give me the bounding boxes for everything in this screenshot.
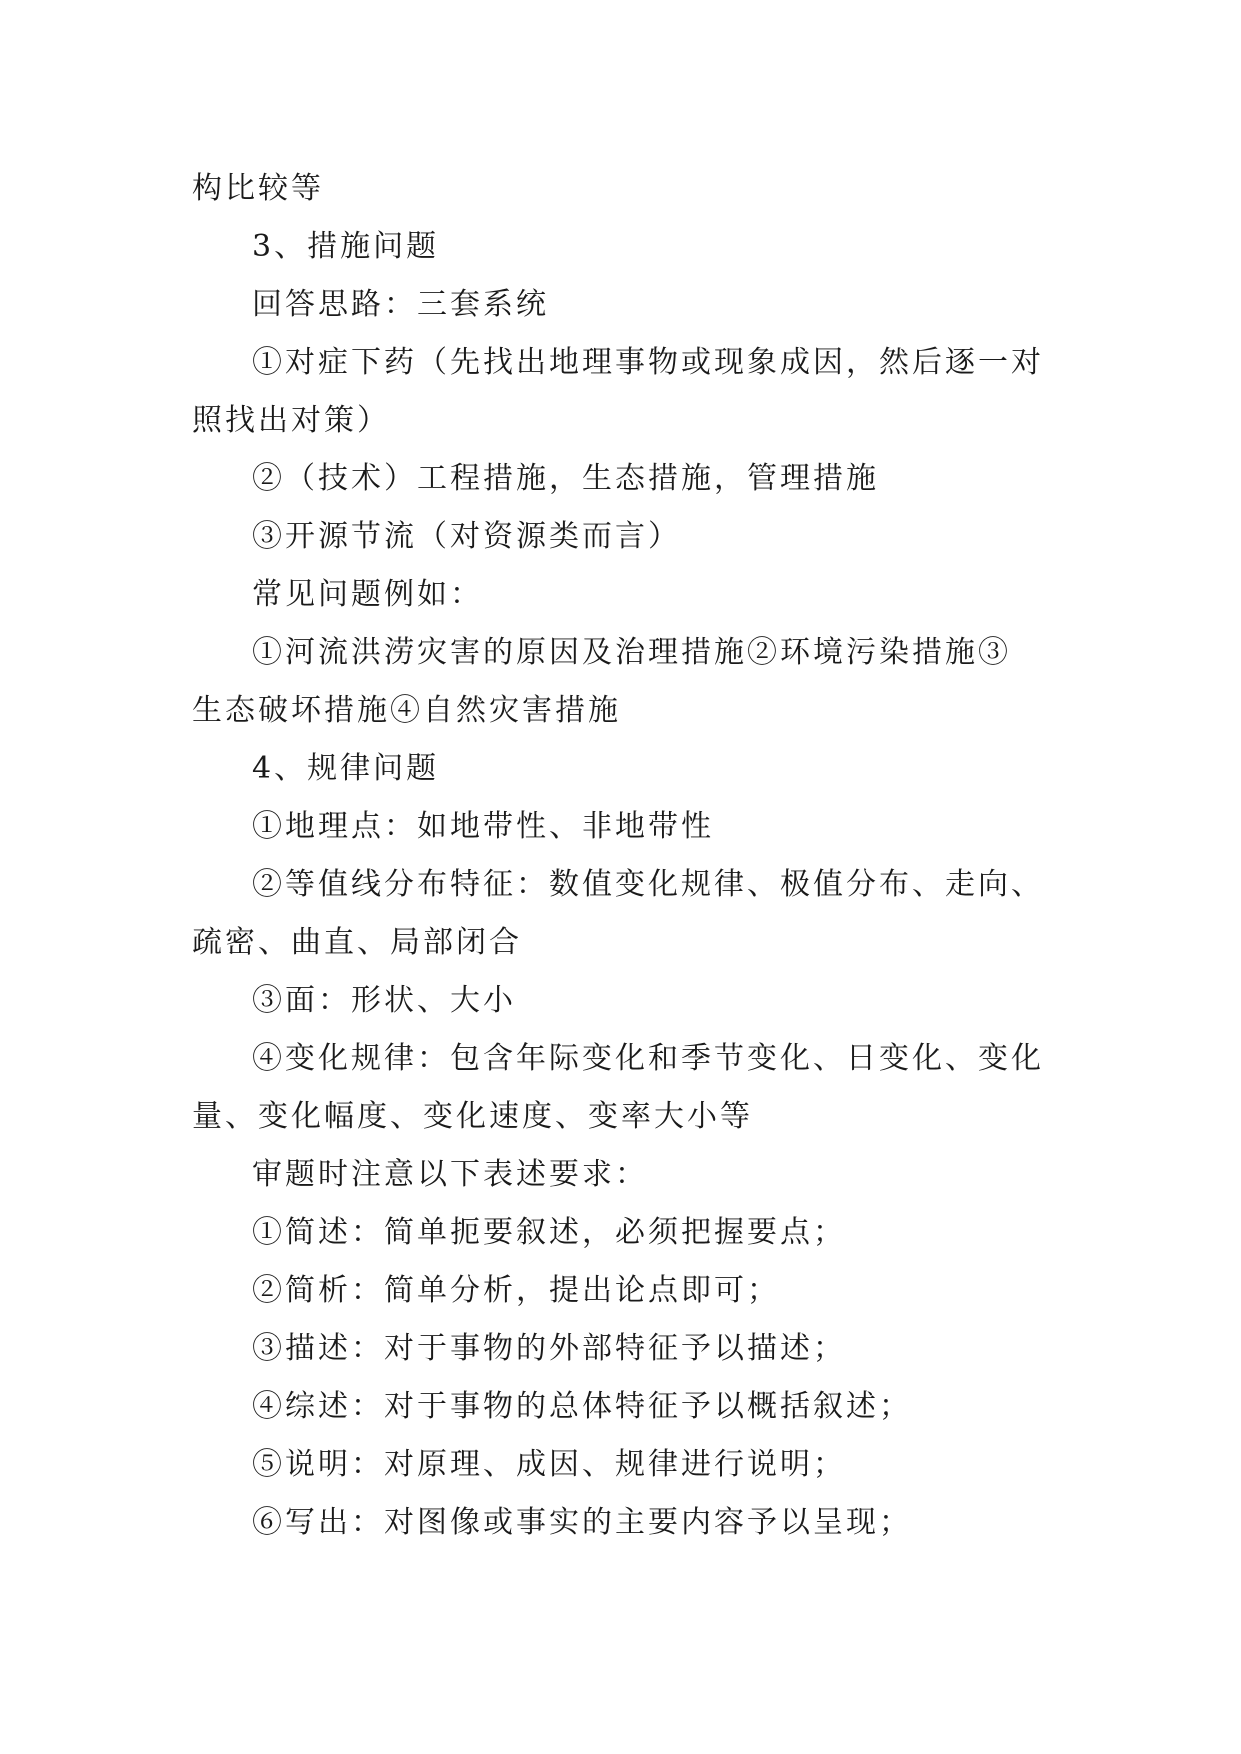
document-body (192, 160, 1072, 1552)
list-item: ①简述：简单扼要叙述，必须把握要点； (252, 1215, 846, 1250)
list-item: ①河流洪涝灾害的原因及治理措施②环境污染措施③ (252, 635, 1011, 670)
list-item: ④综述：对于事物的总体特征予以概括叙述； (252, 1389, 912, 1424)
section-heading-measures: 3、措施问题 (252, 229, 440, 264)
text-line: 疏密、曲直、局部闭合 (192, 925, 522, 960)
list-item: ②（技术）工程措施，生态措施，管理措施 (252, 461, 879, 496)
list-item: ①地理点：如地带性、非地带性 (252, 809, 714, 844)
list-item: ③开源节流（对资源类而言） (252, 519, 681, 554)
text-line: 构比较等 (192, 171, 324, 206)
text-line: 照找出对策） (192, 403, 390, 438)
list-item: ③描述：对于事物的外部特征予以描述； (252, 1331, 846, 1366)
text-line: 常见问题例如： (252, 577, 483, 612)
list-item: ⑤说明：对原理、成因、规律进行说明； (252, 1447, 846, 1482)
text-line: 审题时注意以下表述要求： (252, 1157, 648, 1192)
list-item: ②简析：简单分析，提出论点即可； (252, 1273, 780, 1308)
text-line: 量、变化幅度、变化速度、变率大小等 (192, 1099, 753, 1134)
list-item: ③面：形状、大小 (252, 983, 516, 1018)
text-line: 回答思路：三套系统 (252, 287, 549, 322)
list-item: ④变化规律：包含年际变化和季节变化、日变化、变化 (252, 1041, 1044, 1076)
section-heading-patterns: 4、规律问题 (252, 751, 440, 786)
list-item: ①对症下药（先找出地理事物或现象成因，然后逐一对 (252, 345, 1044, 380)
text-line: 生态破坏措施④自然灾害措施 (192, 693, 621, 728)
list-item: ②等值线分布特征：数值变化规律、极值分布、走向、 (252, 867, 1044, 902)
list-item: ⑥写出：对图像或事实的主要内容予以呈现； (252, 1505, 912, 1540)
